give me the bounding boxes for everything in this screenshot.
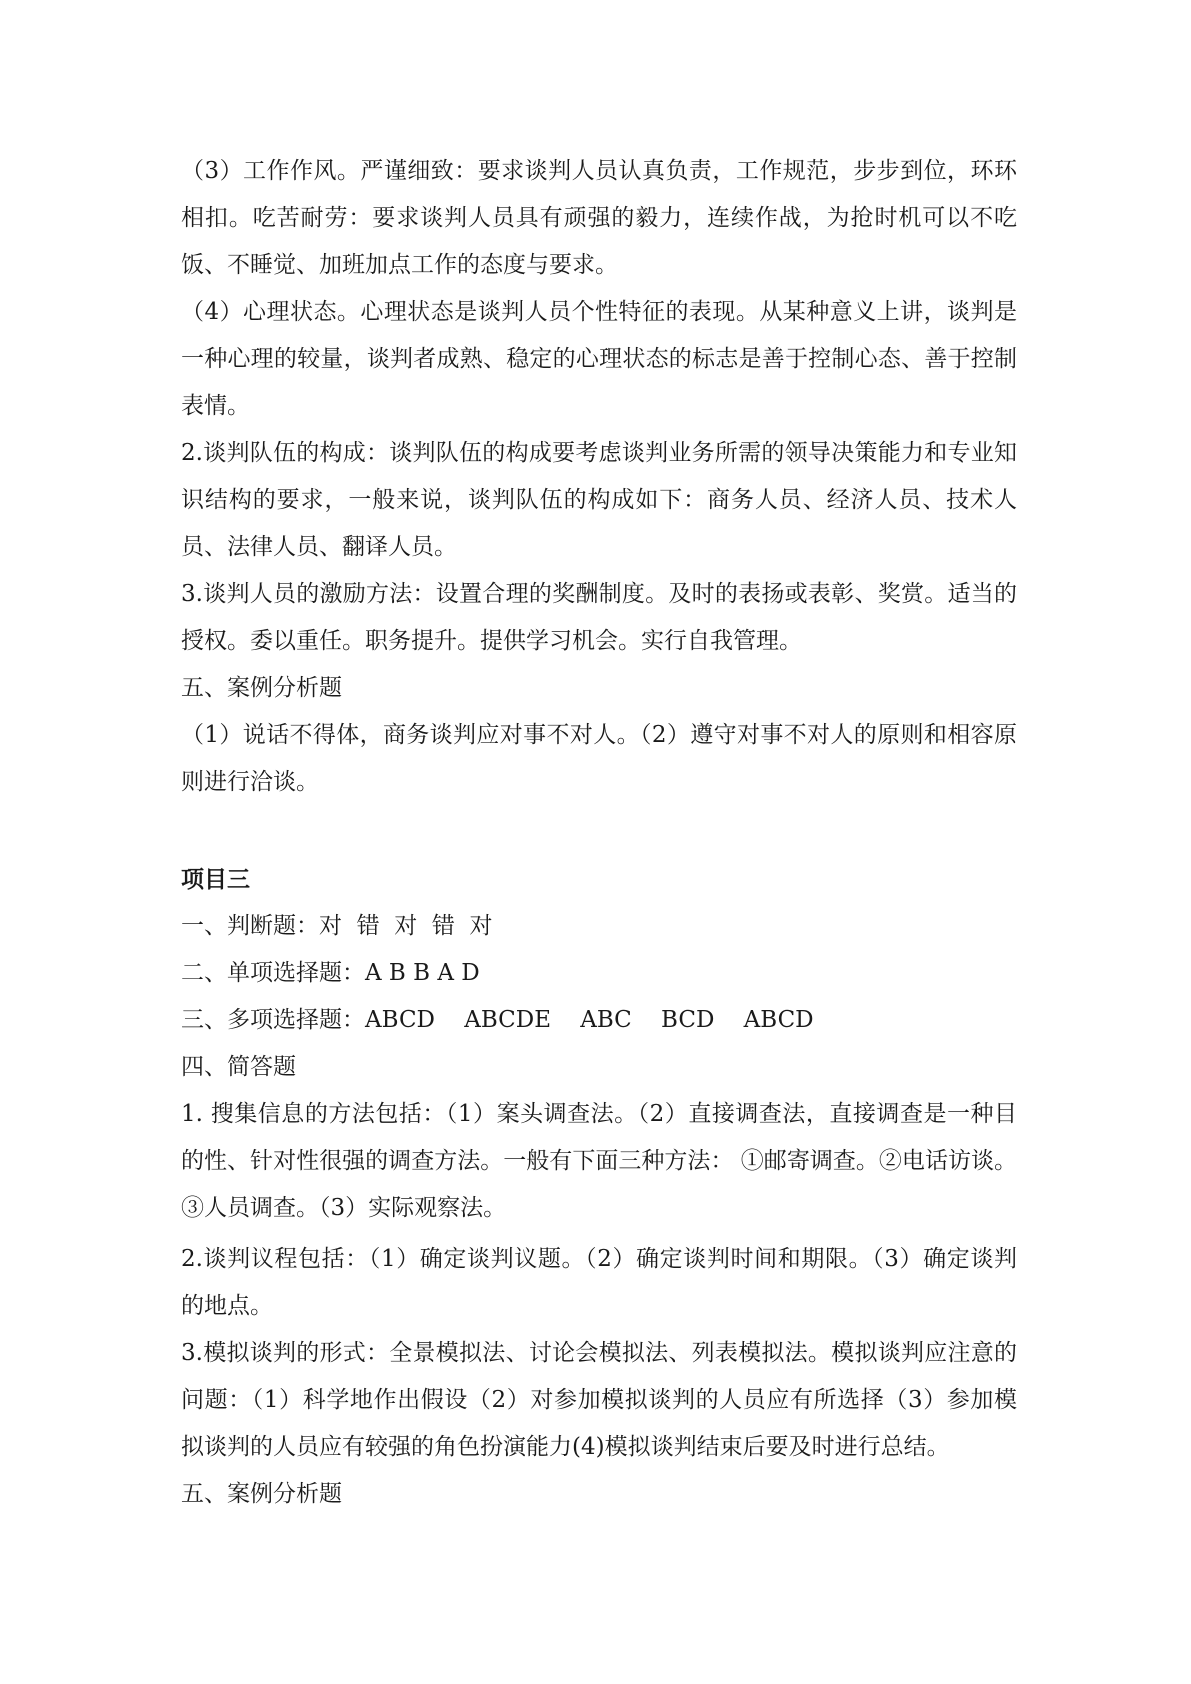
team-composition-paragraph: 2.谈判队伍的构成：谈判队伍的构成要考虑谈判业务所需的领导决策能力和专业知识结构的要求，一般来说，谈判队伍的构成如下：商务人员、经济人员、技术人员、法律人员、翻译人员。 (181, 440, 1017, 560)
case-analysis-heading-2: 五、案例分析题 (181, 1481, 342, 1507)
true-false-answers: 一、判断题：对 错 对 错 对 (181, 913, 493, 939)
short-answer-3: 3.模拟谈判的形式：全景模拟法、讨论会模拟法、列表模拟法。模拟谈判应注意的问题：（1）科学地作出假设（2）对参加模拟谈判的人员应有所选择（3）参加模拟谈判的人员应有较强的角色扮演能力(4)模拟谈判结束后要及时进行总结。 (181, 1340, 1017, 1460)
single-choice-answers: 二、单项选择题：A B B A D (181, 960, 480, 986)
multiple-choice-answers: 三、多项选择题：ABCD ABCDE ABC BCD ABCD (181, 1007, 814, 1033)
case-analysis-answer: （1）说话不得体，商务谈判应对事不对人。（2）遵守对事不对人的原则和相容原则进行洽谈。 (181, 722, 1017, 795)
short-answer-heading: 四、简答题 (181, 1054, 296, 1080)
short-answer-2: 2.谈判议程包括：（1）确定谈判议题。（2）确定谈判时间和期限。（3）确定谈判的地点。 (181, 1246, 1017, 1319)
project-three-title: 项目三 (181, 866, 250, 893)
incentive-methods-paragraph: 3.谈判人员的激励方法：设置合理的奖酬制度。及时的表扬或表彰、奖赏。适当的授权。委以重任。职务提升。提供学习机会。实行自我管理。 (181, 581, 1017, 654)
section-spacer (181, 806, 1017, 856)
case-analysis-heading: 五、案例分析题 (181, 675, 342, 701)
document-page (181, 148, 1017, 1518)
short-answer-1: 1. 搜集信息的方法包括：（1）案头调查法。（2）直接调查法，直接调查是一种目的性、针对性很强的调查方法。一般有下面三种方法： ①邮寄调查。②电话访谈。③人员调查。（3）实际观察法。 (181, 1101, 1017, 1221)
psychological-state-paragraph: （4）心理状态。心理状态是谈判人员个性特征的表现。从某种意义上讲，谈判是一种心理的较量，谈判者成熟、稳定的心理状态的标志是善于控制心态、善于控制表情。 (181, 299, 1017, 419)
work-style-paragraph: （3）工作作风。严谨细致：要求谈判人员认真负责，工作规范，步步到位，环环相扣。吃苦耐劳：要求谈判人员具有顽强的毅力，连续作战，为抢时机可以不吃饭、不睡觉、加班加点工作的态度与要求。 (181, 158, 1017, 278)
